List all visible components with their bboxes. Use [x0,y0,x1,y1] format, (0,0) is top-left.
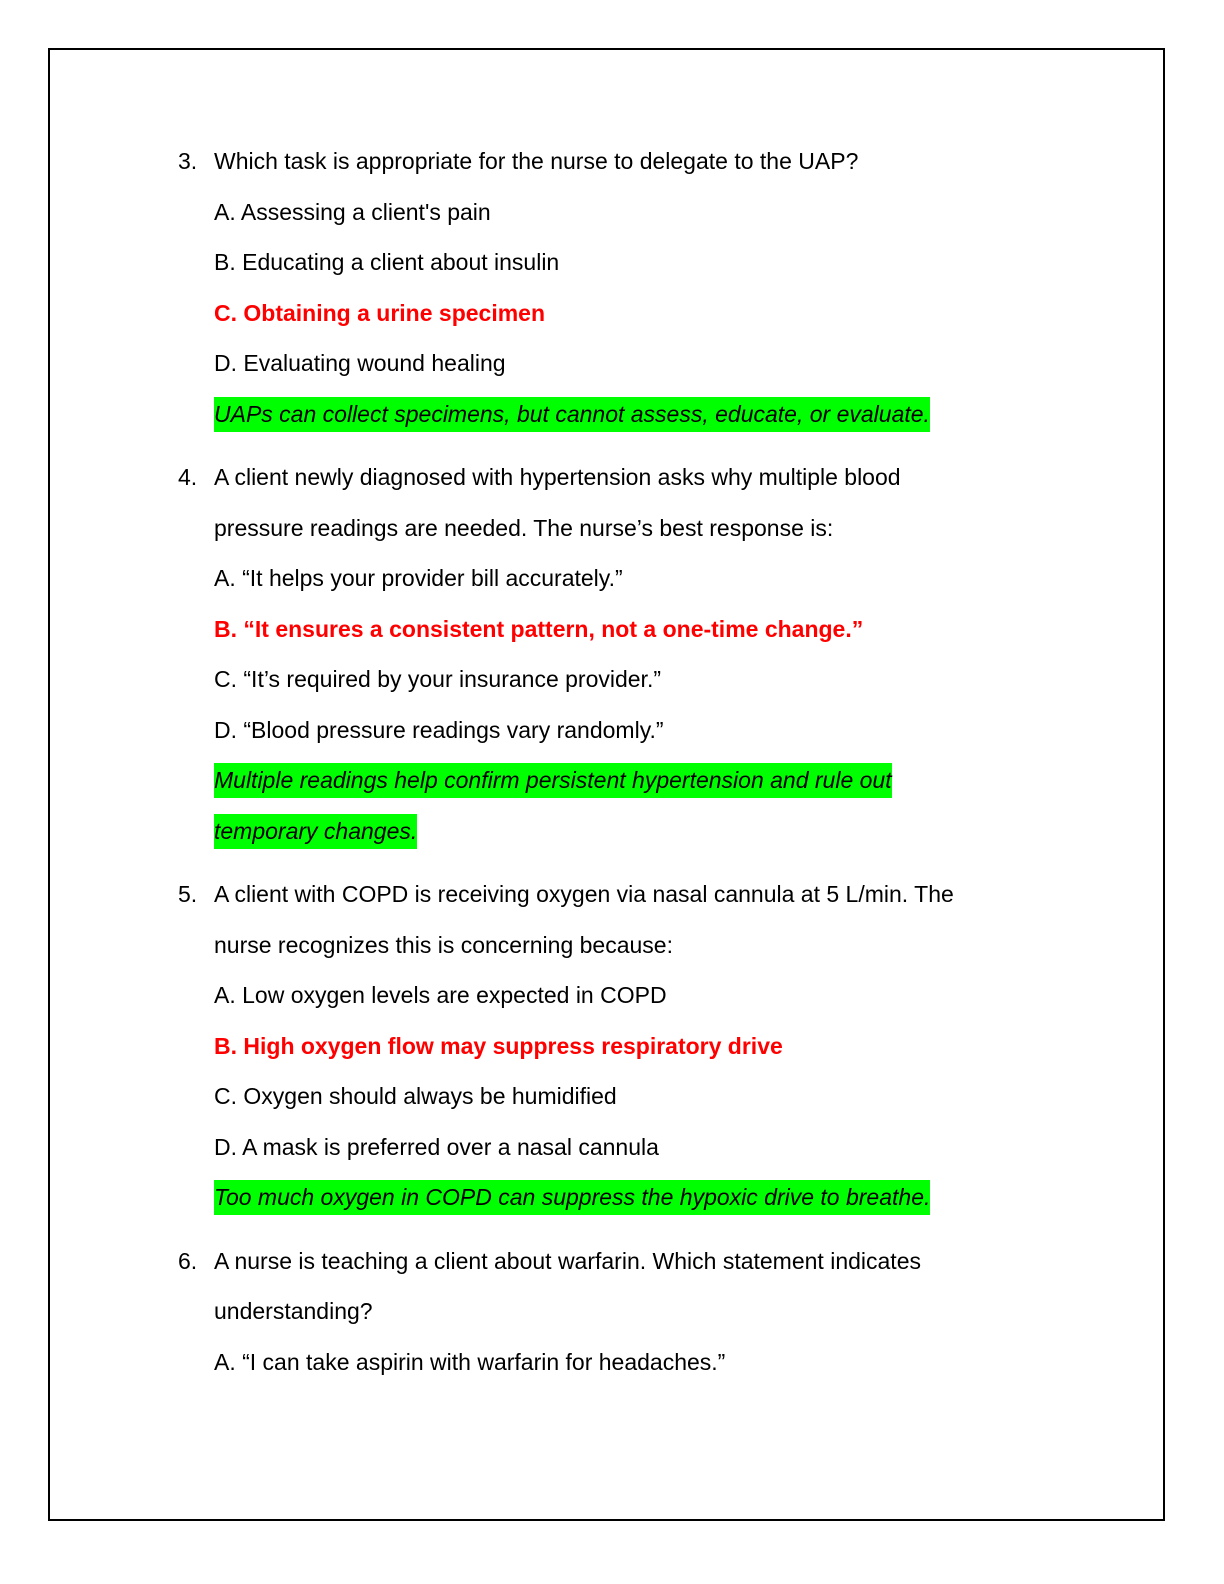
answer-option: D. Evaluating wound healing [214,350,506,376]
question-stem-line: A nurse is teaching a client about warfarin. Which statement indicates [214,1247,921,1274]
question-stem-line: pressure readings are needed. The nurse’s best response is: [214,514,834,541]
question-list [178,136,1038,1400]
rationale-highlight: UAPs can collect specimens, but cannot assess, educate, or evaluate. [214,397,930,432]
answer-option: A. Assessing a client's pain [214,198,491,225]
correct-answer-option: B. High oxygen flow may suppress respiratory drive [214,1032,783,1059]
answer-option: A. “I can take aspirin with warfarin for headaches.” [214,1348,726,1375]
question-body [214,869,1038,1223]
question-stem-line: nurse recognizes this is concerning because: [214,931,673,958]
rationale-highlight: Multiple readings help confirm persistent hypertension and rule out [214,763,892,798]
question-stem-line: A client newly diagnosed with hypertension asks why multiple blood [214,464,901,490]
rationale-line [214,755,1038,806]
rationale-line [214,1172,1038,1223]
question-body [214,136,1038,439]
question-item [178,869,1038,1223]
answer-option: D. “Blood pressure readings vary randomly.” [214,716,664,743]
question-number: 6. [178,1247,198,1274]
answer-option: A. Low oxygen levels are expected in COPD [214,982,667,1008]
question-number: 3. [178,148,198,174]
rationale-line [214,389,1038,440]
rationale-line [214,806,1038,857]
answer-option: A. “It helps your provider bill accurately.” [214,565,623,591]
question-item [178,136,1038,439]
correct-answer-option: C. Obtaining a urine specimen [214,299,546,326]
question-body [214,452,1038,856]
correct-answer-option: B. “It ensures a consistent pattern, not a one-time change.” [214,615,864,642]
answer-option: D. A mask is preferred over a nasal cannula [214,1133,659,1160]
question-number: 5. [178,881,198,907]
question-item [178,1236,1038,1388]
question-stem-line: understanding? [214,1298,373,1324]
answer-option: C. Oxygen should always be humidified [214,1083,617,1109]
answer-option: C. “It’s required by your insurance provider.” [214,666,661,692]
question-stem-line: Which task is appropriate for the nurse to delegate to the UAP? [214,148,859,174]
question-stem-line: A client with COPD is receiving oxygen via nasal cannula at 5 L/min. The [214,881,954,907]
rationale-highlight: temporary changes. [214,814,417,849]
question-body [214,1236,1038,1388]
answer-option: B. Educating a client about insulin [214,249,560,275]
rationale-highlight: Too much oxygen in COPD can suppress the hypoxic drive to breathe. [214,1180,930,1215]
question-number: 4. [178,464,198,490]
question-item [178,452,1038,856]
